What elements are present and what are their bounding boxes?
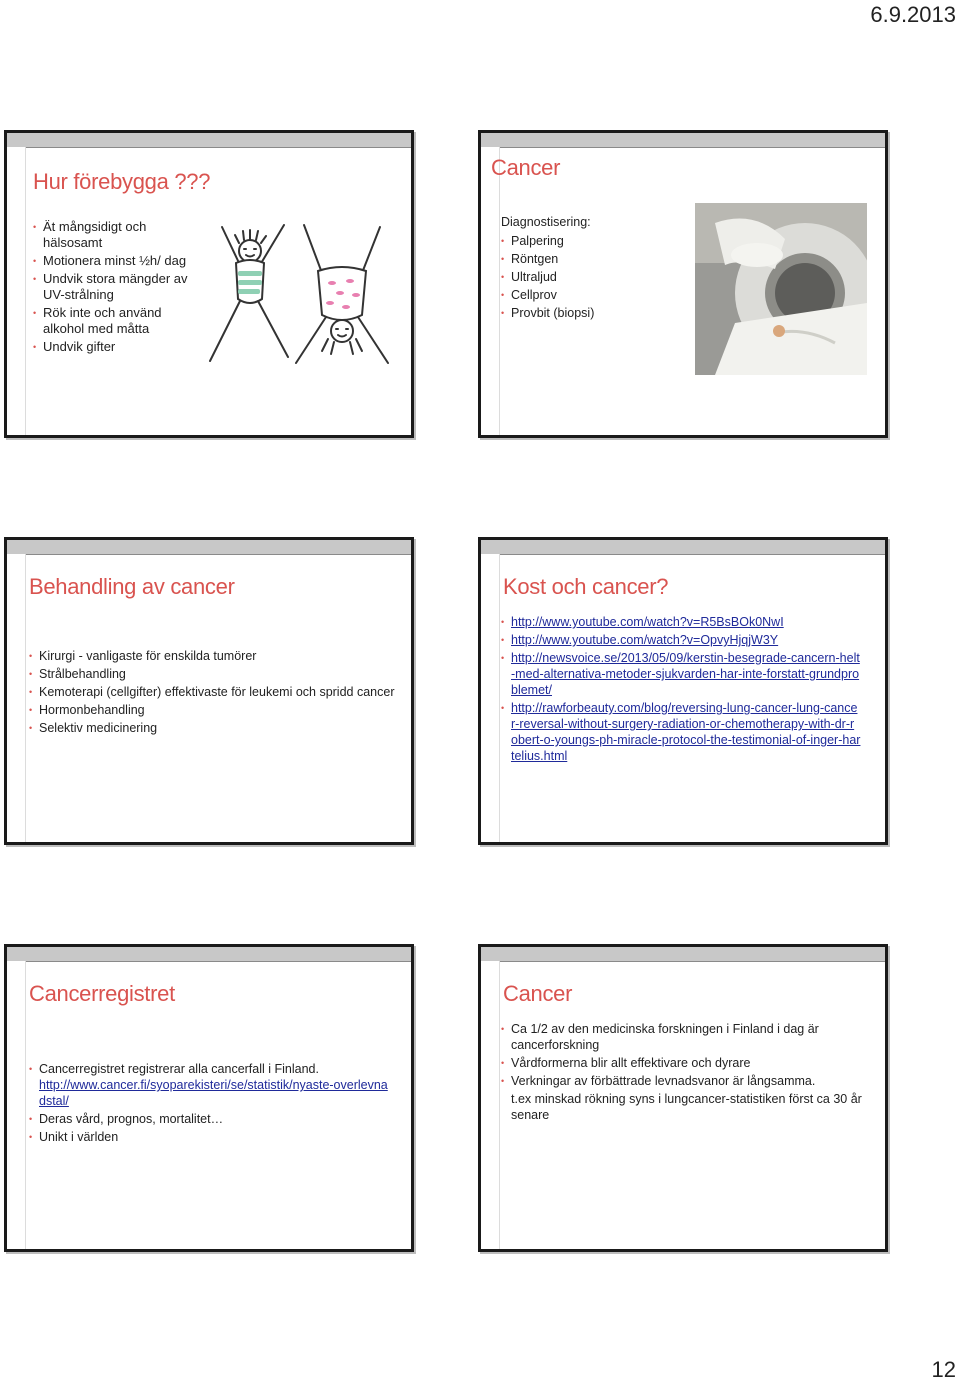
slide-title: Cancer: [491, 155, 561, 180]
registry-link[interactable]: http://www.cancer.fi/syoparekisteri/se/statistik/nyaste-overlevnadstal/: [39, 1078, 388, 1108]
newsvoice-link[interactable]: http://newsvoice.se/2013/05/09/kerstin-besegrade-cancern-helt-med-alternativa-metoder-sjukvarden-har-inte-forstatt-grundproblemet/: [511, 651, 860, 697]
ct-scanner-photo: [695, 203, 867, 375]
slide-diagnosis: [478, 130, 888, 438]
slide-diet: [478, 537, 888, 845]
list-item: [501, 700, 861, 764]
list-item: • Kemoterapi (cellgifter) effektivaste för leukemi och spridd cancer: [29, 684, 399, 700]
bullet-list: [501, 1021, 866, 1125]
slide-cancer-registry: [4, 944, 414, 1252]
link-list: [501, 614, 861, 766]
youtube-link-1[interactable]: http://www.youtube.com/watch?v=R5BsBOk0NwI: [511, 615, 784, 629]
page-date: 6.9.2013: [870, 2, 956, 27]
list-item: [29, 1061, 389, 1109]
slide-prevention: [4, 130, 414, 438]
list-item: • Unikt i världen: [29, 1129, 389, 1145]
slide-treatment: [4, 537, 414, 845]
list-item: • Undvik gifter: [33, 339, 193, 355]
list-item: [501, 650, 861, 698]
bullet-list: [29, 648, 399, 738]
list-item: • Cellprov: [501, 287, 681, 303]
slide-title: Kost och cancer?: [503, 574, 669, 599]
slide-title: Cancerregistret: [29, 981, 175, 1006]
list-item: • Vårdformerna blir allt effektivare och dyrare: [501, 1055, 866, 1071]
list-item: • Strålbehandling: [29, 666, 399, 682]
bullet-list: [501, 233, 681, 323]
list-item: • Kirurgi - vanligaste för enskilda tumörer: [29, 648, 399, 664]
list-item: • Palpering: [501, 233, 681, 249]
rawforbeauty-link[interactable]: http://rawforbeauty.com/blog/reversing-lung-cancer-lung-cancer-reversal-without-surgery-radiation-or-chemotherapy-with-dr-robert-o-youngs-ph-miracle-protocol-the-testimonial-of-inger-hartelius.html: [511, 701, 861, 763]
list-item: [501, 632, 861, 648]
slide-title: Cancer: [503, 981, 573, 1006]
list-item: • Ca 1/2 av den medicinska forskningen i Finland i dag är cancerforskning: [501, 1021, 866, 1053]
list-item: • Ät mångsidigt och hälsosamt: [33, 219, 193, 251]
list-item: • Ultraljud: [501, 269, 681, 285]
list-note: t.ex minskad rökning syns i lungcancer-statistiken först ca 30 år senare: [511, 1092, 862, 1122]
list-item: • Undvik stora mängder av UV-strålning: [33, 271, 193, 303]
list-item: • Röntgen: [501, 251, 681, 267]
list-item: • Deras vård, prognos, mortalitet…: [29, 1111, 389, 1127]
list-item: • Selektiv medicinering: [29, 720, 399, 736]
list-item: • Rök inte och använd alkohol med måtta: [33, 305, 193, 337]
list-item: • Provbit (biopsi): [501, 305, 681, 321]
youtube-link-2[interactable]: http://www.youtube.com/watch?v=OpvyHjqjW3Y: [511, 633, 779, 647]
stick-figures-illustration: [192, 213, 392, 383]
slide-title: Hur förebygga ???: [33, 169, 211, 194]
list-item: • Hormonbehandling: [29, 702, 399, 718]
slide-title: Behandling av cancer: [29, 574, 235, 599]
bullet-list: [29, 1061, 389, 1147]
page-number: 12: [931, 1357, 956, 1382]
list-item: • Motionera minst ½h/ dag: [33, 253, 193, 269]
list-item: • Verkningar av förbättrade levnadsvanor är långsamma.: [501, 1073, 866, 1089]
bullet-list: [33, 219, 193, 357]
registry-text: Cancerregistret registrerar alla cancerfall i Finland.: [39, 1062, 319, 1076]
list-item: [501, 614, 861, 630]
diagnosis-intro: Diagnostisering:: [501, 215, 591, 229]
slide-cancer-research: [478, 944, 888, 1252]
